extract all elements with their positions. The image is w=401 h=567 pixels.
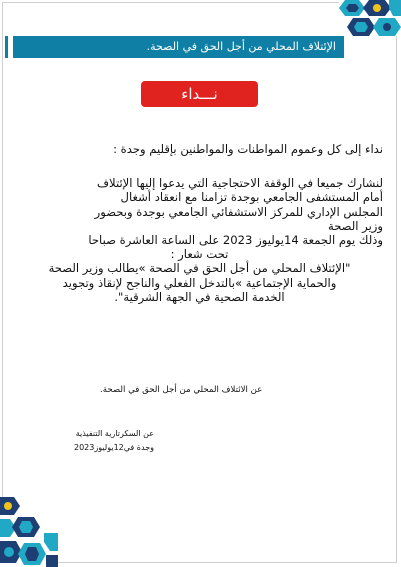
slogan-intro: تحت شعار : xyxy=(170,247,229,262)
slogan-line: الخدمة الصحية في الجهة الشرقية". xyxy=(114,289,285,304)
paragraph-line: المجلس الإداري للمركز الاستشفائي الجامعي بوجدة وبحضور xyxy=(94,204,383,219)
decorative-tile-pattern-bottom-left xyxy=(0,497,58,567)
secretariat-block xyxy=(74,427,154,455)
greeting-line: نداء إلى كل وعموم المواطنات والمواطنين بإقليم وجدة : xyxy=(113,142,383,156)
secretariat-line: عن السكرتارية التنفيذية xyxy=(75,429,154,438)
header-bar xyxy=(8,36,344,58)
slogan-line: والحماية الإجتماعية »بالتدخل الفعلي والناجح لإنقاذ وتجويد xyxy=(62,275,337,290)
announcement-body xyxy=(16,142,383,304)
title-badge: نـــداء xyxy=(141,81,258,107)
paragraph-line: وزير الصحة xyxy=(327,218,383,233)
slogan-line: "الإئتلاف المحلي من أجل الحق في الصحة »يطالب وزير الصحة xyxy=(48,261,351,276)
header-title: الإئتلاف المحلي من أجل الحق في الصحة. xyxy=(146,40,336,53)
paragraph-line: وذلك يوم الجمعة 14يوليوز 2023 على الساعة العاشرة صباحا xyxy=(88,233,383,248)
signature-line: عن الائتلاف المحلي من أجل الحق في الصحة. xyxy=(100,385,263,395)
paragraph-line: أمام المستشفى الجامعي بوجدة تزامنا مع انعقاد أشغال xyxy=(120,190,383,205)
decorative-tile-pattern-top-right xyxy=(339,0,401,36)
paragraph-line: لنشارك جميعا في الوقفة الاحتجاجية التي يدعوا إليها الإئتلاف xyxy=(97,176,383,191)
place-date-line: وجدة في12يوليوز2023 xyxy=(74,443,154,452)
